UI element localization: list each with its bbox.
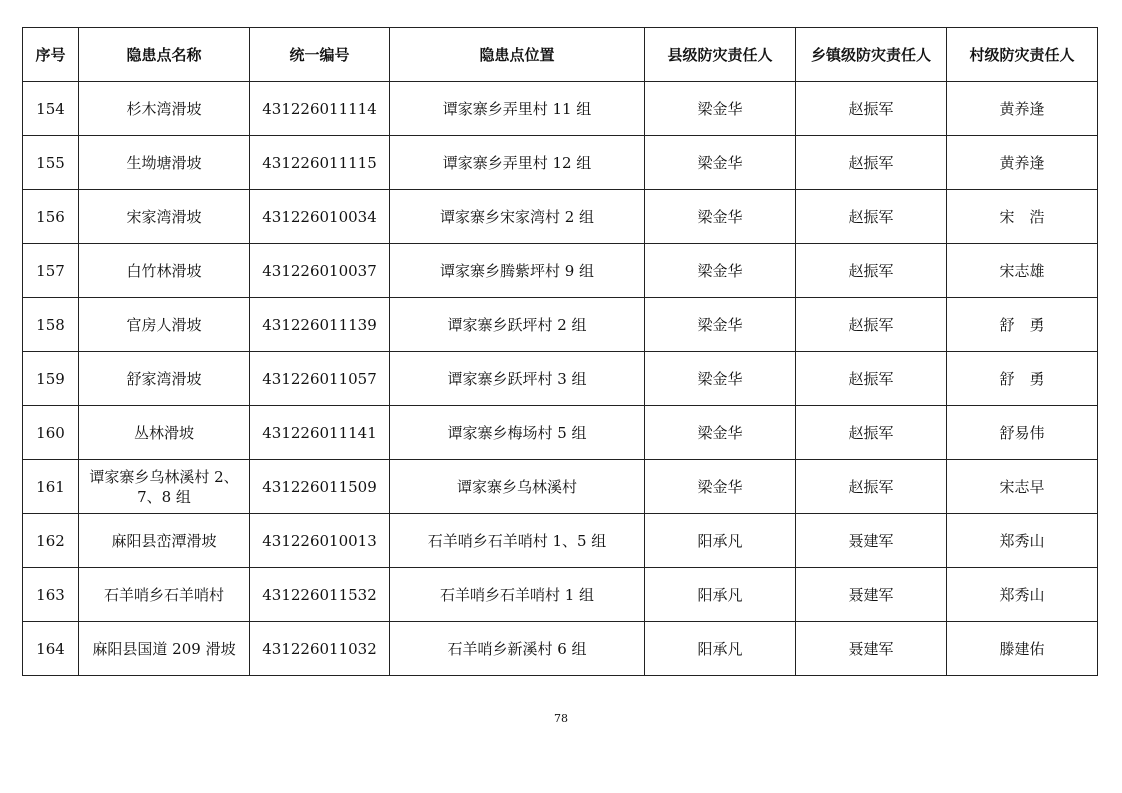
cell-hazard-name: 宋家湾滑坡 [79, 190, 250, 244]
table-row [23, 82, 1098, 136]
cell-unified-code: 431226010037 [250, 244, 390, 298]
cell-index: 163 [23, 568, 79, 622]
cell-location: 石羊哨乡石羊哨村 1、5 组 [390, 514, 645, 568]
cell-index: 154 [23, 82, 79, 136]
cell-index: 156 [23, 190, 79, 244]
cell-location: 谭家寨乡跃坪村 2 组 [390, 298, 645, 352]
cell-location: 谭家寨乡弄里村 12 组 [390, 136, 645, 190]
cell-index: 162 [23, 514, 79, 568]
cell-village-responsible: 宋志雄 [947, 244, 1098, 298]
table-row [23, 460, 1098, 514]
cell-county-responsible: 梁金华 [645, 352, 796, 406]
cell-township-responsible: 赵振军 [796, 190, 947, 244]
cell-county-responsible: 阳承凡 [645, 568, 796, 622]
cell-county-responsible: 阳承凡 [645, 622, 796, 676]
table-row [23, 622, 1098, 676]
cell-village-responsible: 宋志早 [947, 460, 1098, 514]
cell-village-responsible: 舒 勇 [947, 298, 1098, 352]
header-index: 序号 [23, 28, 79, 82]
cell-hazard-name: 杉木湾滑坡 [79, 82, 250, 136]
cell-county-responsible: 梁金华 [645, 82, 796, 136]
cell-index: 160 [23, 406, 79, 460]
header-unified-code: 统一编号 [250, 28, 390, 82]
header-row [23, 28, 1098, 82]
table-row [23, 298, 1098, 352]
cell-township-responsible: 赵振军 [796, 406, 947, 460]
cell-location: 石羊哨乡石羊哨村 1 组 [390, 568, 645, 622]
header-hazard-name: 隐患点名称 [79, 28, 250, 82]
cell-index: 161 [23, 460, 79, 514]
table-row [23, 244, 1098, 298]
cell-hazard-name: 官房人滑坡 [79, 298, 250, 352]
cell-index: 157 [23, 244, 79, 298]
cell-township-responsible: 赵振军 [796, 298, 947, 352]
table-row [23, 352, 1098, 406]
cell-index: 159 [23, 352, 79, 406]
cell-hazard-name: 谭家寨乡乌林溪村 2、7、8 组 [79, 460, 250, 514]
cell-index: 164 [23, 622, 79, 676]
cell-township-responsible: 聂建军 [796, 622, 947, 676]
cell-unified-code: 431226011139 [250, 298, 390, 352]
cell-location: 谭家寨乡弄里村 11 组 [390, 82, 645, 136]
cell-location: 谭家寨乡跃坪村 3 组 [390, 352, 645, 406]
cell-village-responsible: 黄养逢 [947, 136, 1098, 190]
cell-hazard-name: 麻阳县国道 209 滑坡 [79, 622, 250, 676]
cell-county-responsible: 梁金华 [645, 244, 796, 298]
cell-location: 谭家寨乡梅场村 5 组 [390, 406, 645, 460]
cell-township-responsible: 赵振军 [796, 82, 947, 136]
table-row [23, 514, 1098, 568]
cell-unified-code: 431226011115 [250, 136, 390, 190]
cell-township-responsible: 赵振军 [796, 244, 947, 298]
cell-index: 158 [23, 298, 79, 352]
header-location: 隐患点位置 [390, 28, 645, 82]
cell-location: 谭家寨乡腾紫坪村 9 组 [390, 244, 645, 298]
table-row [23, 568, 1098, 622]
cell-unified-code: 431226011057 [250, 352, 390, 406]
cell-township-responsible: 赵振军 [796, 136, 947, 190]
cell-township-responsible: 赵振军 [796, 352, 947, 406]
cell-township-responsible: 聂建军 [796, 514, 947, 568]
cell-village-responsible: 黄养逢 [947, 82, 1098, 136]
cell-county-responsible: 梁金华 [645, 298, 796, 352]
hazard-table [22, 27, 1098, 676]
cell-county-responsible: 梁金华 [645, 190, 796, 244]
cell-location: 谭家寨乡乌林溪村 [390, 460, 645, 514]
cell-hazard-name: 丛林滑坡 [79, 406, 250, 460]
header-village-responsible: 村级防灾责任人 [947, 28, 1098, 82]
cell-hazard-name: 生坳塘滑坡 [79, 136, 250, 190]
cell-unified-code: 431226011032 [250, 622, 390, 676]
cell-village-responsible: 舒易伟 [947, 406, 1098, 460]
cell-hazard-name: 石羊哨乡石羊哨村 [79, 568, 250, 622]
cell-unified-code: 431226011532 [250, 568, 390, 622]
cell-unified-code: 431226010013 [250, 514, 390, 568]
cell-village-responsible: 郑秀山 [947, 514, 1098, 568]
cell-county-responsible: 梁金华 [645, 136, 796, 190]
header-county-responsible: 县级防灾责任人 [645, 28, 796, 82]
cell-county-responsible: 阳承凡 [645, 514, 796, 568]
cell-index: 155 [23, 136, 79, 190]
cell-county-responsible: 梁金华 [645, 406, 796, 460]
cell-county-responsible: 梁金华 [645, 460, 796, 514]
cell-unified-code: 431226011114 [250, 82, 390, 136]
table-row [23, 190, 1098, 244]
cell-hazard-name: 舒家湾滑坡 [79, 352, 250, 406]
cell-hazard-name: 麻阳县峦潭滑坡 [79, 514, 250, 568]
cell-unified-code: 431226010034 [250, 190, 390, 244]
cell-village-responsible: 宋 浩 [947, 190, 1098, 244]
cell-hazard-name: 白竹林滑坡 [79, 244, 250, 298]
cell-township-responsible: 聂建军 [796, 568, 947, 622]
cell-unified-code: 431226011509 [250, 460, 390, 514]
cell-township-responsible: 赵振军 [796, 460, 947, 514]
cell-village-responsible: 郑秀山 [947, 568, 1098, 622]
cell-unified-code: 431226011141 [250, 406, 390, 460]
cell-location: 谭家寨乡宋家湾村 2 组 [390, 190, 645, 244]
cell-location: 石羊哨乡新溪村 6 组 [390, 622, 645, 676]
table-row [23, 406, 1098, 460]
page-number: 78 [554, 712, 568, 725]
cell-village-responsible: 滕建佑 [947, 622, 1098, 676]
cell-village-responsible: 舒 勇 [947, 352, 1098, 406]
table-row [23, 136, 1098, 190]
header-township-responsible: 乡镇级防灾责任人 [796, 28, 947, 82]
